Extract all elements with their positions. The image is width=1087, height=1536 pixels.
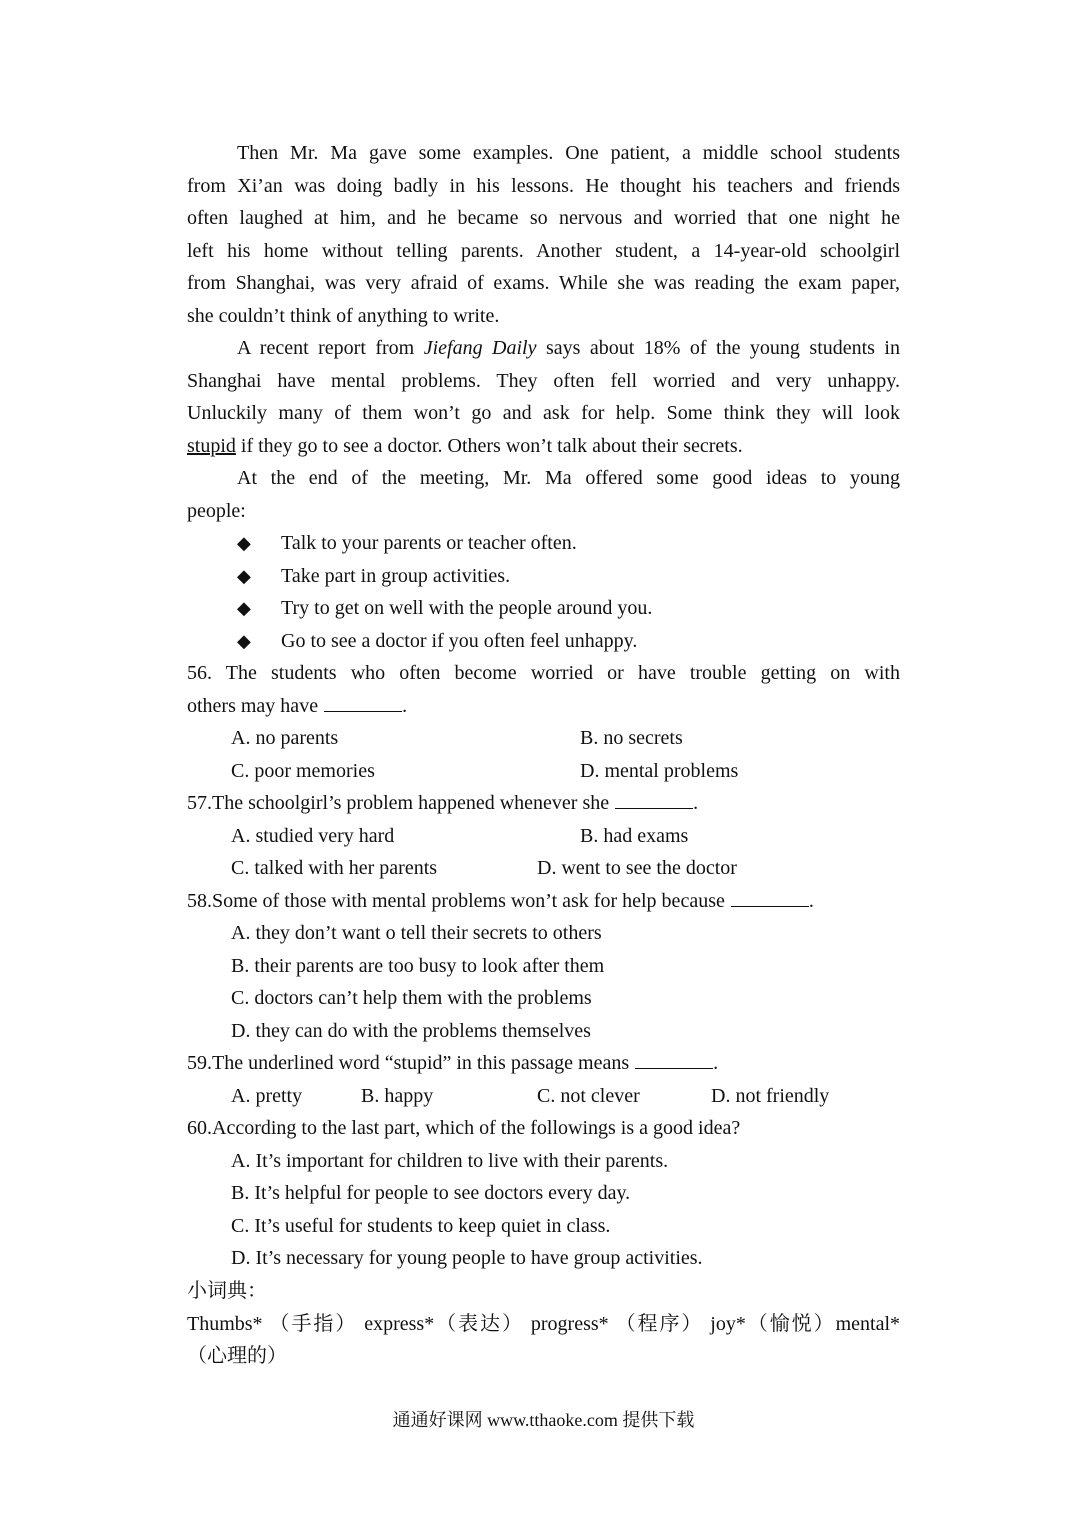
page-footer: 通通好课网 www.tthaoke.com 提供下载 bbox=[392, 1410, 695, 1430]
diamond-bullet-icon: ◆ bbox=[237, 598, 251, 618]
passage-line bbox=[237, 332, 900, 364]
answer-blank bbox=[615, 790, 693, 809]
option-c: C. not clever bbox=[537, 1085, 640, 1107]
question-60-stem: 60.According to the last part, which of the followings is a good idea? bbox=[187, 1117, 741, 1139]
passage-line: Then Mr. Ma gave some examples. One patient, a middle school students bbox=[237, 142, 900, 164]
text-run: if they go to see a doctor. Others won’t talk about their secrets. bbox=[235, 435, 743, 457]
passage-line: often laughed at him, and he became so nervous and worried that one night he bbox=[187, 207, 900, 229]
option-c: C. poor memories bbox=[231, 760, 375, 782]
option-a: A. pretty bbox=[231, 1085, 303, 1107]
answer-blank bbox=[635, 1050, 713, 1069]
option-d: D. not friendly bbox=[711, 1085, 830, 1107]
option-b: B. had exams bbox=[580, 825, 689, 847]
option-d: D. they can do with the problems themselves bbox=[231, 1020, 591, 1042]
passage-line: left his home without telling parents. Another student, a 14-year-old schoolgirl bbox=[187, 240, 900, 262]
option-c: C. talked with her parents bbox=[231, 857, 438, 879]
option-a: A. It’s important for children to live with their parents. bbox=[231, 1150, 669, 1172]
bullet-item: Go to see a doctor if you often feel unhappy. bbox=[281, 630, 638, 652]
diamond-bullet-icon: ◆ bbox=[237, 533, 251, 553]
passage-line: At the end of the meeting, Mr. Ma offered some good ideas to young bbox=[237, 467, 900, 489]
option-d: D. It’s necessary for young people to have group activities. bbox=[231, 1247, 703, 1269]
option-d: D. went to see the doctor bbox=[537, 857, 737, 879]
option-b: B. no secrets bbox=[580, 727, 683, 749]
glossary-line: （心理的） bbox=[187, 1345, 287, 1367]
passage-line bbox=[187, 430, 900, 462]
bullet-item: Try to get on well with the people around you. bbox=[281, 597, 653, 619]
option-a: A. studied very hard bbox=[231, 825, 395, 847]
diamond-bullet-icon: ◆ bbox=[237, 566, 251, 586]
option-b: B. It’s helpful for people to see doctors every day. bbox=[231, 1182, 631, 1204]
glossary-heading: 小词典： bbox=[187, 1280, 267, 1302]
passage-line: Shanghai have mental problems. They often fell worried and very unhappy. bbox=[187, 370, 900, 392]
option-d: D. mental problems bbox=[580, 760, 739, 782]
glossary-line: Thumbs* （手指） express*（表达） progress* （程序） joy*（愉悦）mental* bbox=[187, 1313, 900, 1335]
option-c: C. doctors can’t help them with the problems bbox=[231, 987, 592, 1009]
passage-line: from Shanghai, was very afraid of exams. While she was reading the exam paper, bbox=[187, 272, 900, 294]
answer-blank bbox=[731, 888, 809, 907]
option-b: B. their parents are too busy to look after them bbox=[231, 955, 605, 977]
option-a: A. they don’t want o tell their secrets to others bbox=[231, 922, 602, 944]
passage-line: she couldn’t think of anything to write. bbox=[187, 305, 500, 327]
text-run: says about 18% of the young students in bbox=[536, 337, 900, 359]
question-56-stem: others may have . bbox=[187, 695, 408, 717]
bullet-item: Talk to your parents or teacher often. bbox=[281, 532, 577, 554]
passage-line: Unluckily many of them won’t go and ask for help. Some think they will look bbox=[187, 402, 900, 424]
underlined-word: stupid bbox=[187, 435, 236, 457]
passage-line: people: bbox=[187, 500, 246, 522]
question-59-stem: 59.The underlined word “stupid” in this passage means . bbox=[187, 1052, 719, 1074]
option-a: A. no parents bbox=[231, 727, 339, 749]
text-run: 58.Some of those with mental problems won’t ask for help because bbox=[187, 890, 725, 912]
passage-line: from Xi’an was doing badly in his lessons. He thought his teachers and friends bbox=[187, 175, 900, 197]
diamond-bullet-icon: ◆ bbox=[237, 631, 251, 651]
option-c: C. It’s useful for students to keep quiet in class. bbox=[231, 1215, 611, 1237]
text-run: others may have bbox=[187, 695, 319, 717]
answer-blank bbox=[324, 693, 402, 712]
question-56-stem: 56. The students who often become worried or have trouble getting on with bbox=[187, 662, 900, 684]
bullet-item: Take part in group activities. bbox=[281, 565, 511, 587]
question-58-stem: 58.Some of those with mental problems won’t ask for help because . bbox=[187, 890, 814, 912]
question-57-stem: 57.The schoolgirl’s problem happened whenever she . bbox=[187, 792, 699, 814]
text-run: 59.The underlined word “stupid” in this passage means bbox=[187, 1052, 630, 1074]
option-b: B. happy bbox=[361, 1085, 434, 1107]
newspaper-title: Jiefang Daily bbox=[423, 337, 537, 359]
text-run: 57.The schoolgirl’s problem happened whenever she bbox=[187, 792, 610, 814]
text-run: A recent report from bbox=[237, 337, 424, 359]
